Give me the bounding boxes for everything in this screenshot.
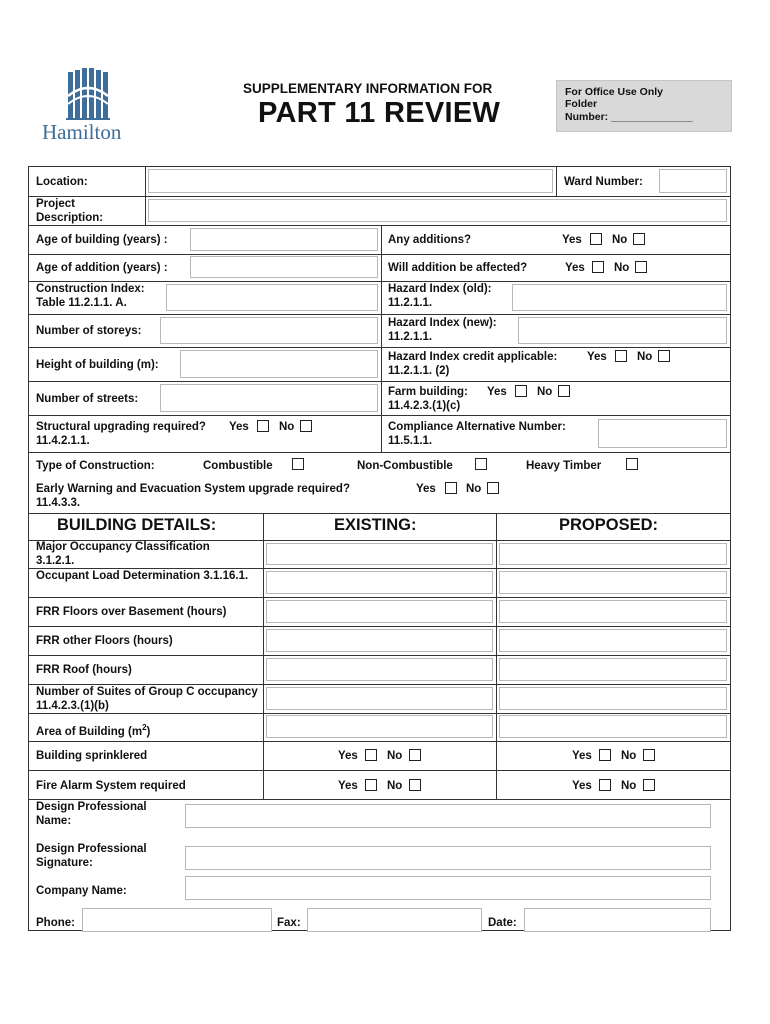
sprinklered-proposed-yes-label: Yes (572, 750, 592, 762)
area-close-paren: ) (146, 725, 151, 738)
age-of-addition-input[interactable] (190, 256, 378, 278)
farm-building-ref: 11.4.2.3.(1)(c) (388, 400, 461, 412)
suites-group-c-label: Number of Suites of Group C occupancy 11.4.2.3.(1)(b) (36, 686, 258, 712)
farm-building-yes-label: Yes (487, 386, 507, 398)
number-of-storeys-input[interactable] (160, 317, 378, 344)
hazard-credit-ref: 11.2.1.1. (2) (388, 365, 450, 377)
hazard-index-old-input[interactable] (512, 284, 727, 311)
any-additions-yes-checkbox[interactable] (590, 233, 602, 245)
date-label: Date: (488, 917, 517, 929)
fire-alarm-label: Fire Alarm System required (36, 780, 186, 792)
structural-upgrading-label: Structural upgrading required? (36, 421, 206, 433)
form-title: PART 11 REVIEW (258, 97, 501, 129)
non-combustible-checkbox[interactable] (475, 458, 487, 470)
building-sprinklered-label: Building sprinklered (36, 750, 148, 762)
number-of-storeys-label: Number of storeys: (36, 325, 142, 337)
farm-building-no-label: No (537, 386, 553, 398)
frr-roof-label: FRR Roof (hours) (36, 664, 132, 676)
logo-text: Hamilton (42, 120, 122, 144)
location-label: Location: (36, 176, 88, 188)
structural-yes-label: Yes (229, 421, 249, 433)
suites-group-c-existing-input[interactable] (266, 687, 493, 710)
early-warning-yes-label: Yes (416, 483, 436, 495)
design-professional-signature-input[interactable] (185, 846, 711, 870)
frr-roof-proposed-input[interactable] (499, 658, 727, 681)
area-of-building-label (36, 721, 150, 739)
hazard-index-new-input[interactable] (518, 317, 727, 344)
date-input[interactable] (524, 908, 711, 932)
fire-alarm-existing-yes-label: Yes (338, 780, 358, 792)
project-description-input[interactable] (148, 199, 727, 222)
non-combustible-label: Non-Combustible (357, 460, 453, 472)
early-warning-label: Early Warning and Evacuation System upgrade required? (36, 483, 350, 495)
hazard-credit-yes-label: Yes (587, 351, 607, 363)
sprinklered-existing-yes-label: Yes (338, 750, 358, 762)
height-of-building-label: Height of building (m): (36, 359, 159, 371)
suites-group-c-proposed-input[interactable] (499, 687, 727, 710)
construction-index-input[interactable] (166, 284, 378, 311)
fire-alarm-existing-yes-checkbox[interactable] (365, 779, 377, 791)
office-use-box (556, 80, 732, 132)
office-use-label: For Office Use Only (565, 86, 664, 98)
frr-floors-basement-existing-input[interactable] (266, 600, 493, 623)
company-name-input[interactable] (185, 876, 711, 900)
farm-building-no-checkbox[interactable] (558, 385, 570, 397)
early-warning-yes-checkbox[interactable] (445, 482, 457, 494)
early-warning-no-checkbox[interactable] (487, 482, 499, 494)
frr-other-floors-label: FRR other Floors (hours) (36, 635, 173, 647)
combustible-label: Combustible (203, 460, 273, 472)
area-superscript: 2 (142, 723, 147, 732)
occupant-load-label: Occupant Load Determination 3.1.16.1. (36, 570, 249, 582)
structural-no-label: No (279, 421, 295, 433)
hamilton-logo-icon (38, 66, 138, 122)
ward-number-label: Ward Number: (564, 176, 643, 188)
occupant-load-existing-input[interactable] (266, 571, 493, 594)
hazard-credit-no-label: No (637, 351, 653, 363)
structural-yes-checkbox[interactable] (257, 420, 269, 432)
area-of-building-proposed-input[interactable] (499, 715, 727, 738)
fax-label: Fax: (277, 917, 301, 929)
hazard-credit-yes-checkbox[interactable] (615, 350, 627, 362)
early-warning-ref: 11.4.3.3. (36, 497, 81, 509)
office-folder-label: Folder (565, 98, 598, 110)
building-details-heading: BUILDING DETAILS: (57, 516, 217, 534)
design-professional-name-label: Design Professional Name: (36, 801, 147, 827)
major-occupancy-proposed-input[interactable] (499, 543, 727, 565)
fire-alarm-existing-no-checkbox[interactable] (409, 779, 421, 791)
phone-label: Phone: (36, 917, 75, 929)
hazard-credit-no-checkbox[interactable] (658, 350, 670, 362)
sprinklered-existing-no-label: No (387, 750, 403, 762)
construction-index-label: Construction Index: Table 11.2.1.1. A. (36, 283, 145, 309)
hazard-index-new-label: Hazard Index (new): 11.2.1.1. (388, 317, 497, 343)
sprinklered-existing-yes-checkbox[interactable] (365, 749, 377, 761)
early-warning-no-label: No (466, 483, 482, 495)
sprinklered-existing-no-checkbox[interactable] (409, 749, 421, 761)
form-supertitle: SUPPLEMENTARY INFORMATION FOR (243, 81, 493, 96)
ward-number-input[interactable] (659, 169, 727, 193)
compliance-alternative-label: Compliance Alternative Number: 11.5.1.1. (388, 421, 566, 447)
office-folder-number: Number: ______________ (565, 111, 693, 123)
proposed-heading: PROPOSED: (559, 516, 659, 534)
any-additions-no-checkbox[interactable] (633, 233, 645, 245)
frr-roof-existing-input[interactable] (266, 658, 493, 681)
fax-input[interactable] (307, 908, 482, 932)
fire-alarm-existing-no-label: No (387, 780, 403, 792)
area-of-building-text: Area of Building (m (36, 725, 143, 738)
age-of-building-input[interactable] (190, 228, 378, 251)
frr-other-floors-existing-input[interactable] (266, 629, 493, 652)
farm-building-label: Farm building: (388, 386, 468, 398)
sprinklered-proposed-yes-checkbox[interactable] (599, 749, 611, 761)
hazard-index-old-label: Hazard Index (old): 11.2.1.1. (388, 283, 492, 309)
farm-building-yes-checkbox[interactable] (515, 385, 527, 397)
frr-other-floors-proposed-input[interactable] (499, 629, 727, 652)
occupant-load-proposed-input[interactable] (499, 571, 727, 594)
will-addition-yes-checkbox[interactable] (592, 261, 604, 273)
frr-floors-basement-proposed-input[interactable] (499, 600, 727, 623)
location-input[interactable] (148, 169, 553, 193)
will-addition-no-checkbox[interactable] (635, 261, 647, 273)
fire-alarm-proposed-yes-checkbox[interactable] (599, 779, 611, 791)
combustible-checkbox[interactable] (292, 458, 304, 470)
structural-upgrading-ref: 11.4.2.1.1. (36, 435, 90, 447)
heavy-timber-checkbox[interactable] (626, 458, 638, 470)
company-name-label: Company Name: (36, 885, 127, 897)
project-description-label: Project Description: (36, 198, 104, 224)
height-of-building-input[interactable] (180, 350, 378, 378)
major-occupancy-existing-input[interactable] (266, 543, 493, 565)
age-of-building-label: Age of building (years) : (36, 234, 168, 246)
fire-alarm-proposed-no-checkbox[interactable] (643, 779, 655, 791)
sprinklered-proposed-no-checkbox[interactable] (643, 749, 655, 761)
type-of-construction-label: Type of Construction: (36, 460, 155, 472)
existing-heading: EXISTING: (334, 516, 417, 534)
any-additions-no-label: No (612, 234, 628, 246)
fire-alarm-proposed-no-label: No (621, 780, 637, 792)
any-additions-label: Any additions? (388, 234, 472, 246)
age-of-addition-label: Age of addition (years) : (36, 262, 168, 274)
frr-floors-basement-label: FRR Floors over Basement (hours) (36, 606, 227, 618)
design-professional-name-input[interactable] (185, 804, 711, 828)
sprinklered-proposed-no-label: No (621, 750, 637, 762)
hazard-credit-label: Hazard Index credit applicable: (388, 351, 558, 363)
any-additions-yes-label: Yes (562, 234, 582, 246)
number-of-streets-input[interactable] (160, 384, 378, 412)
will-addition-no-label: No (614, 262, 630, 274)
hamilton-logo (38, 66, 138, 148)
compliance-alternative-input[interactable] (598, 419, 727, 448)
design-professional-signature-label: Design Professional Signature: (36, 843, 147, 869)
will-addition-yes-label: Yes (565, 262, 585, 274)
phone-input[interactable] (82, 908, 272, 932)
number-of-streets-label: Number of streets: (36, 393, 139, 405)
structural-no-checkbox[interactable] (300, 420, 312, 432)
heavy-timber-label: Heavy Timber (526, 460, 602, 472)
area-of-building-existing-input[interactable] (266, 715, 493, 738)
fire-alarm-proposed-yes-label: Yes (572, 780, 592, 792)
will-addition-affected-label: Will addition be affected? (388, 262, 528, 274)
major-occupancy-label: Major Occupancy Classification 3.1.2.1. (36, 541, 210, 567)
